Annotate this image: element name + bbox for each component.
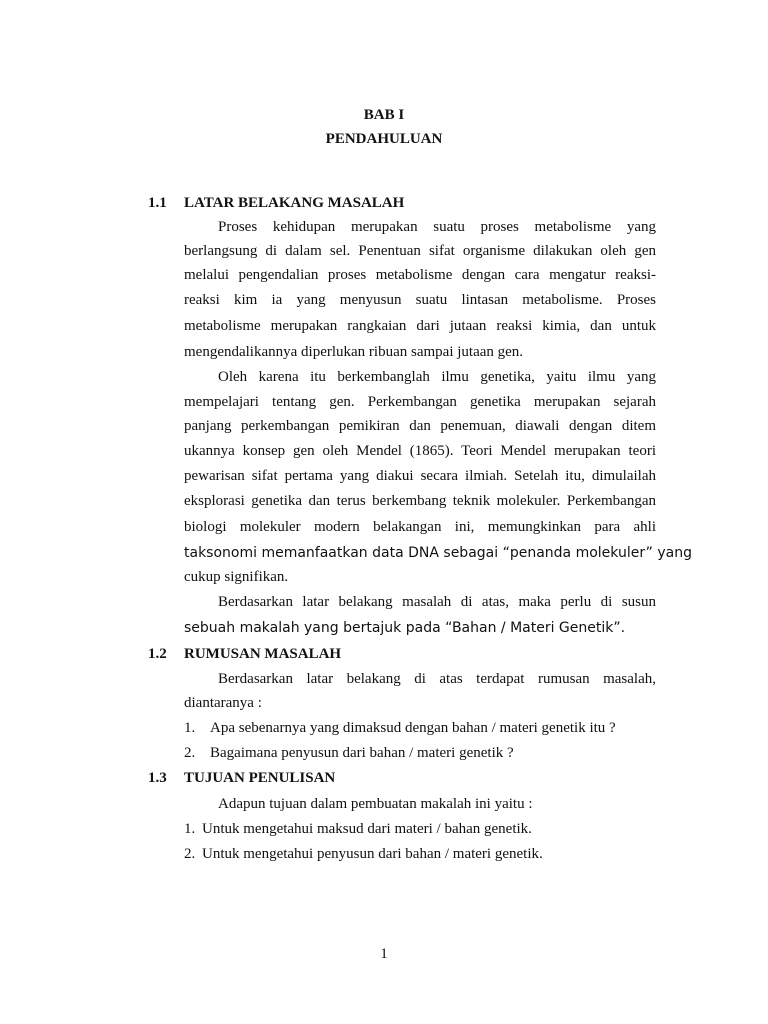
paragraph-line: panjang perkembangan pemikiran dan penemuan, diawali dengan ditem bbox=[184, 418, 656, 434]
list-item: Untuk mengetahui penyusun dari bahan / materi genetik. bbox=[202, 846, 543, 862]
paragraph-line: biologi molekuler modern belakangan ini, memungkinkan para ahli bbox=[184, 519, 656, 535]
list-item: Untuk mengetahui maksud dari materi / bahan genetik. bbox=[202, 821, 532, 837]
paragraph-line: pewarisan sifat pertama yang diakui secara ilmiah. Setelah itu, dimulailah bbox=[184, 468, 656, 484]
paragraph-line: ukannya konsep gen oleh Mendel (1865). Teori Mendel merupakan teori bbox=[184, 443, 656, 459]
list-marker: 2. bbox=[184, 846, 196, 862]
section-heading-tujuan-penulisan: TUJUAN PENULISAN bbox=[184, 770, 336, 786]
paragraph-line: mengendalikannya diperlukan ribuan sampai jutaan gen. bbox=[184, 344, 524, 360]
paragraph-line: berlangsung di dalam sel. Penentuan sifat organisme dilakukan oleh gen bbox=[184, 243, 656, 259]
section-number-1-2: 1.2 bbox=[148, 646, 167, 662]
paragraph-line: eksplorasi genetika dan terus berkembang teknik molekuler. Perkembangan bbox=[184, 493, 656, 509]
paragraph-line: metabolisme merupakan rangkaian dari jutaan reaksi kimia, dan untuk bbox=[184, 318, 656, 334]
paragraph-line: melalui pengendalian proses metabolisme dengan cara mengatur reaksi- bbox=[184, 267, 656, 283]
paragraph-line: Proses kehidupan merupakan suatu proses metabolisme yang bbox=[218, 219, 656, 235]
paragraph-line: Berdasarkan latar belakang masalah di atas, maka perlu di susun bbox=[218, 594, 656, 610]
list-marker: 2. bbox=[184, 745, 196, 761]
paragraph-line: cukup signifikan. bbox=[184, 569, 289, 585]
list-marker: 1. bbox=[184, 720, 196, 736]
section-heading-rumusan-masalah: RUMUSAN MASALAH bbox=[184, 646, 342, 662]
paragraph-line: Berdasarkan latar belakang di atas terdapat rumusan masalah, bbox=[218, 671, 656, 687]
paragraph-line: sebuah makalah yang bertajuk pada “Bahan / Materi Genetik”. bbox=[184, 620, 626, 636]
list-item: Apa sebenarnya yang dimaksud dengan bahan / materi genetik itu ? bbox=[210, 720, 616, 736]
paragraph-line: Oleh karena itu berkembanglah ilmu genetika, yaitu ilmu yang bbox=[218, 369, 656, 385]
paragraph-line: diantaranya : bbox=[184, 695, 262, 711]
paragraph-line: taksonomi memanfaatkan data DNA sebagai “penanda molekuler” yang bbox=[184, 545, 692, 561]
chapter-title: PENDAHULUAN bbox=[325, 131, 443, 147]
list-item: Bagaimana penyusun dari bahan / materi genetik ? bbox=[210, 745, 514, 761]
list-marker: 1. bbox=[184, 821, 196, 837]
chapter-label: BAB I bbox=[363, 107, 405, 123]
section-heading-latar-belakang: LATAR BELAKANG MASALAH bbox=[184, 195, 405, 211]
section-number-1-3: 1.3 bbox=[148, 770, 167, 786]
paragraph-line: mempelajari tentang gen. Perkembangan genetika merupakan sejarah bbox=[184, 394, 656, 410]
paragraph-line: reaksi kim ia yang menyusun suatu lintasan metabolisme. Proses bbox=[184, 292, 656, 308]
page-number: 1 bbox=[380, 946, 388, 962]
paragraph-line: Adapun tujuan dalam pembuatan makalah ini yaitu : bbox=[218, 796, 533, 812]
section-number-1-1: 1.1 bbox=[148, 195, 167, 211]
